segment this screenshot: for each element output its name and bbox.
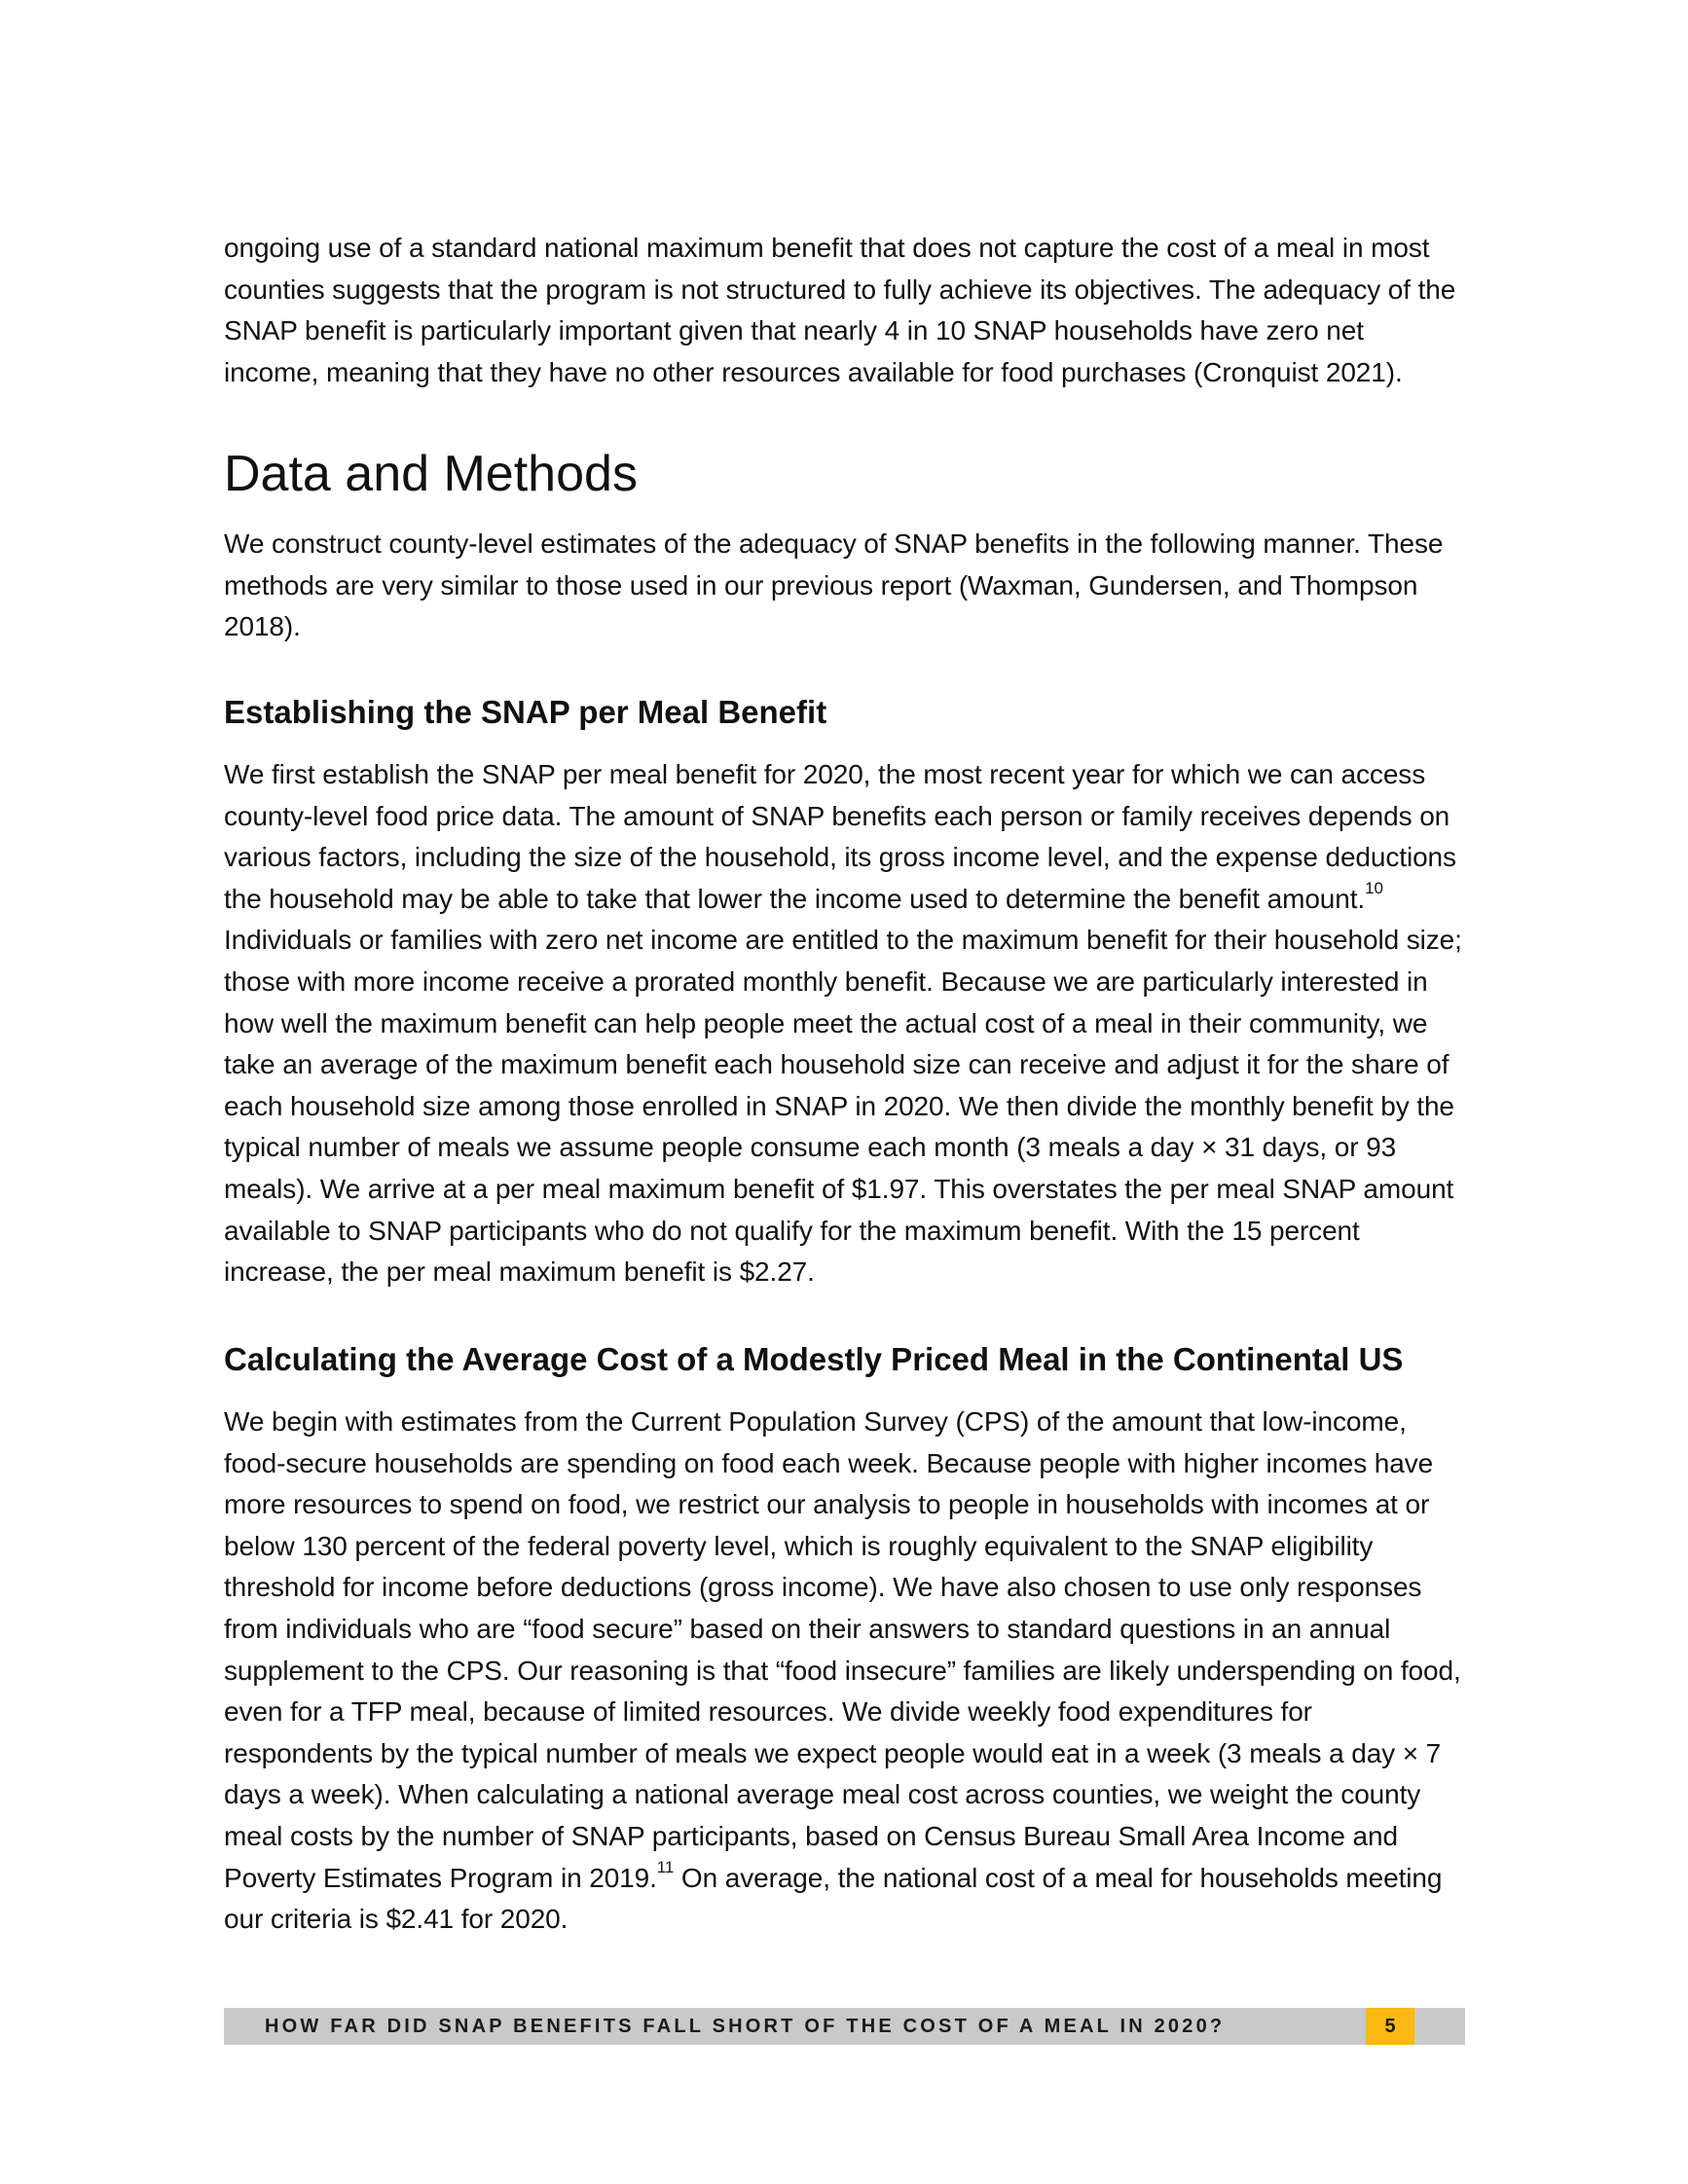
footnote-ref-10[interactable]: 10 — [1365, 879, 1383, 898]
average-meal-cost-paragraph — [224, 1401, 1465, 1941]
footnote-ref-11[interactable]: 11 — [656, 1858, 675, 1877]
page-number-badge: 5 — [1366, 2008, 1414, 2045]
per-meal-text-part1: We first establish the SNAP per meal benefit for 2020, the most recent year for which we can access county-level food price data. The amount of SNAP benefits each person or family receives depends on various factors, including the size of the household, its gross income level, and the expense deductions the household may be able to take that lower the income used to determine the benefit amount. — [224, 759, 1456, 914]
page-footer-bar — [224, 2008, 1465, 2045]
subheading-average-meal-cost: Calculating the Average Cost of a Modestly Priced Meal in the Continental US — [224, 1341, 1404, 1377]
avg-cost-text-part2: On average, the national cost of a meal for households meeting our criteria is $2.41 for 2020. — [224, 1862, 1443, 1935]
data-methods-paragraph: We construct county-level estimates of the adequacy of SNAP benefits in the following manner. These methods are very similar to those used in our previous report (Waxman, Gundersen, and Thompson 2018). — [224, 528, 1444, 642]
per-meal-text-part2: Individuals or families with zero net income are entitled to the maximum benefit for their household size; those with more income receive a prorated monthly benefit. Because we are particularly interested in how well the maximum benefit can help people meet the actual cost of a meal in their community, we take an average of the maximum benefit each household size can receive and adjust it for the share of each household size among those enrolled in SNAP in 2020. We then divide the monthly benefit by the typical number of meals we assume people consume each month (3 meals a day × 31 days, or 93 meals). We arrive at a per meal maximum benefit of $1.97. This overstates the per meal SNAP amount available to SNAP participants who do not qualify for the maximum benefit. With the 15 percent increase, the per meal maximum benefit is $2.27. — [224, 925, 1462, 1288]
subheading-snap-per-meal-benefit: Establishing the SNAP per Meal Benefit — [224, 694, 827, 730]
avg-cost-text-part1: We begin with estimates from the Current Population Survey (CPS) of the amount that low-income, food-secure households are spending on food each week. Because people with higher incomes have more resources to spend on food, we restrict our analysis to people in households with incomes at or below 130 percent of the federal poverty level, which is roughly equivalent to the SNAP eligibility threshold for income before deductions (gross income). We have also chosen to use only responses from individuals who are “food secure” based on their answers to standard questions in an annual supplement to the CPS. Our reasoning is that “food insecure” families are likely underspending on food, even for a TFP meal, because of limited resources. We divide weekly food expenditures for respondents by the typical number of meals we expect people would eat in a week (3 meals a day × 7 days a week). When calculating a national average meal cost across counties, we weight the county meal costs by the number of SNAP participants, based on Census Bureau Small Area Income and Poverty Estimates Program in 2019. — [224, 1406, 1461, 1893]
section-heading-data-and-methods: Data and Methods — [224, 446, 638, 502]
footer-report-title: HOW FAR DID SNAP BENEFITS FALL SHORT OF THE COST OF A MEAL IN 2020? — [265, 2016, 1226, 2037]
intro-paragraph: ongoing use of a standard national maximum benefit that does not capture the cost of a meal in most counties suggests that the program is not structured to fully achieve its objectives. The adequacy of the SNAP benefit is particularly important given that nearly 4 in 10 SNAP households have zero net income, meaning that they have no other resources available for food purchases (Cronquist 2021). — [224, 233, 1456, 387]
per-meal-benefit-paragraph — [224, 754, 1465, 1293]
